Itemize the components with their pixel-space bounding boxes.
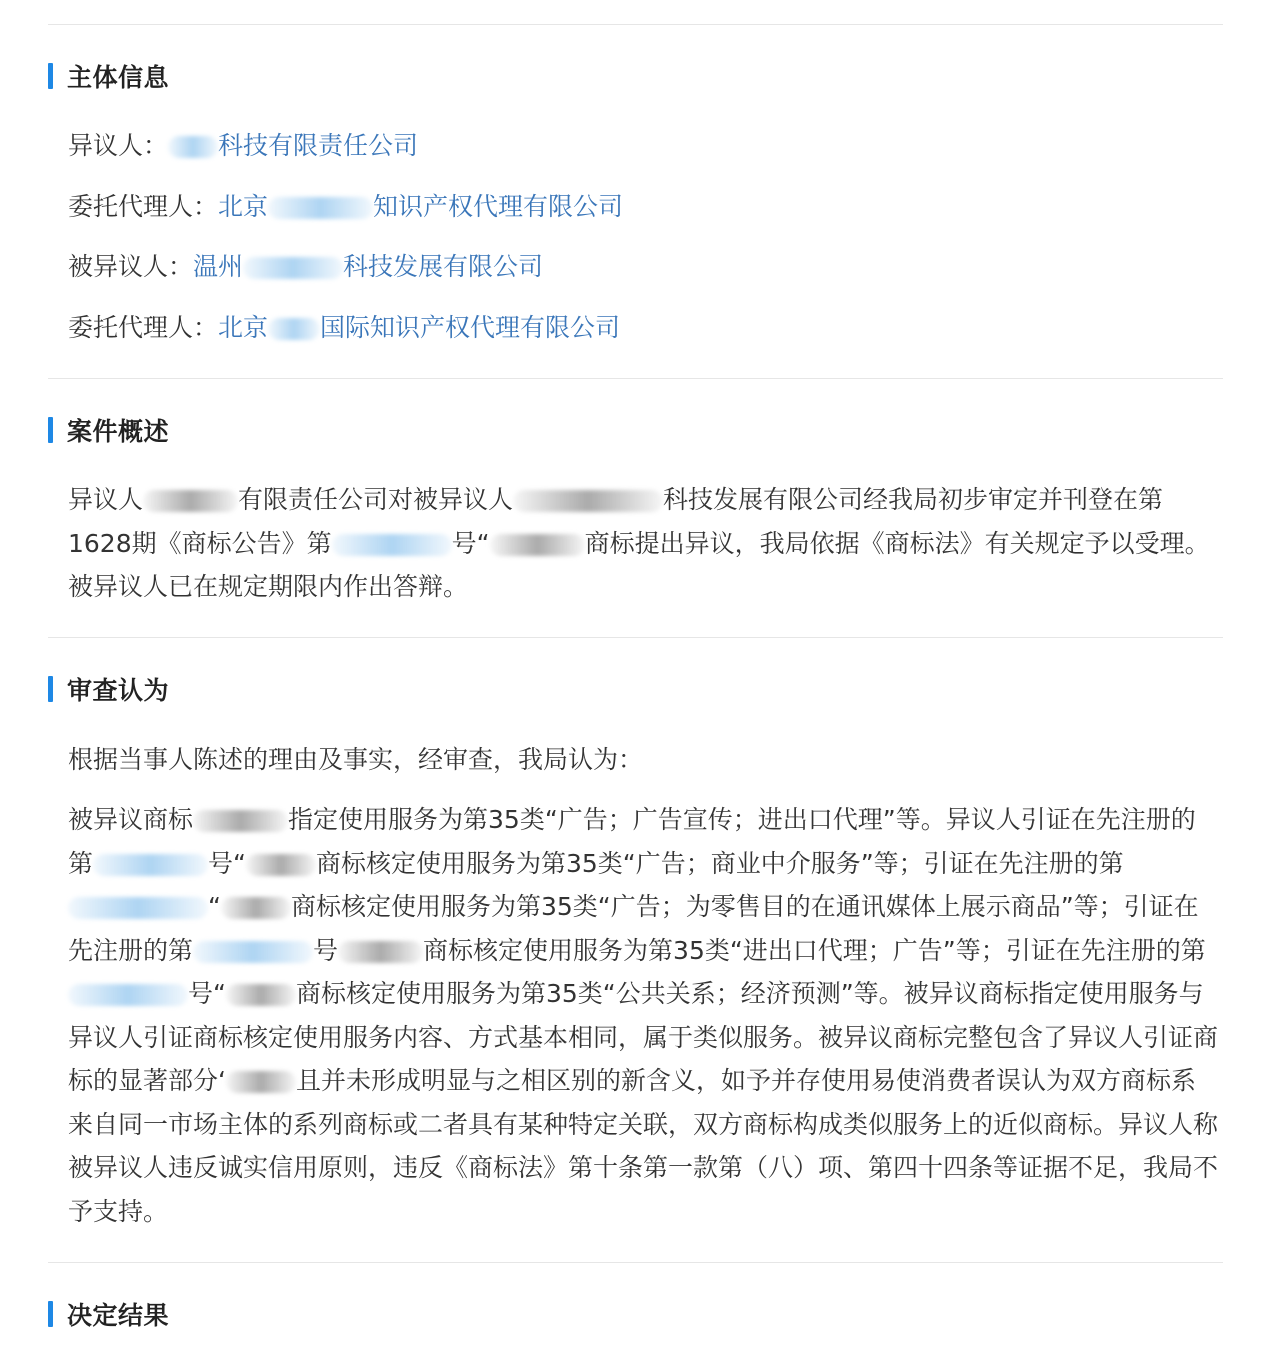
redacted-text (268, 318, 320, 340)
review-text: 商标核定使用服务为第35类“公共关系；经济预测”等。被异议商标指定使用服务与异议人引证商标核定使用服务内容、方式基本相同，属于类似服务。被异议商标完整包含了异议人引证商标的显著部分‘ (68, 979, 1219, 1095)
section-divider (48, 637, 1223, 638)
redacted-text (246, 854, 316, 876)
party-label: 委托代理人： (68, 313, 219, 342)
section-accent-bar (48, 676, 53, 702)
section-accent-bar (48, 1301, 53, 1327)
review-text: 商标核定使用服务为第35类“进出口代理；广告”等；引证在先注册的第 (423, 935, 1206, 965)
summary-text: 商标提出异议，我局依据《商标法》有关规定予以受理。被异议人已在规定期限内作出答辩。 (68, 528, 1210, 601)
party-link-respondent[interactable]: 科技发展有限公司 (343, 252, 544, 281)
party-link-opponent-agent-prefix[interactable]: 北京 (218, 192, 269, 221)
redacted-text (268, 197, 373, 219)
section-accent-bar (48, 63, 53, 89)
review-text: 号“ (188, 979, 226, 1008)
review-text: “ (208, 892, 221, 921)
redacted-text (193, 941, 313, 963)
redacted-text (226, 1071, 296, 1093)
party-row-respondent (68, 250, 543, 284)
redacted-text (221, 897, 291, 919)
section-title-text: 审查认为 (67, 676, 170, 705)
party-row-opponent-agent (68, 190, 623, 224)
review-intro: 根据当事人陈述的理由及事实，经审查，我局认为： (68, 745, 644, 774)
redacted-text (513, 490, 663, 512)
redacted-text (68, 984, 188, 1006)
summary-text: 科技发展有限公司经我局初步审定并刊登在第1628期《商标公告》第 (68, 485, 1164, 558)
redacted-text (93, 854, 208, 876)
redacted-text (338, 941, 423, 963)
section-title-review (48, 675, 169, 703)
redacted-text (143, 490, 238, 512)
redacted-text (243, 257, 343, 279)
review-text: 且并未形成明显与之相区别的新含义，如予并存使用易使消费者误认为双方商标系来自同一市场主体的系列商标或二者具有某种特定关联，双方商标构成类似服务上的近似商标。异议人称被异议人违反诚实信用原则，违反《商标法》第十条第一款第（八）项、第四十四条等证据不足，我局不予支持。 (68, 1066, 1219, 1226)
party-label: 委托代理人： (68, 192, 219, 221)
section-title-text: 案件概述 (67, 417, 170, 446)
party-row-opponent (68, 129, 418, 163)
review-text: 商标核定使用服务为第35类“广告；为零售目的在通讯媒体上展示商品”等；引证在先注册的第 (68, 892, 1199, 965)
review-paragraph (68, 798, 1218, 1233)
party-label: 被异议人： (68, 252, 194, 281)
party-link-respondent-agent-prefix[interactable]: 北京 (218, 313, 269, 342)
party-link-respondent-prefix[interactable]: 温州 (193, 252, 244, 281)
party-link-opponent[interactable]: 科技有限责任公司 (218, 131, 419, 160)
review-text: 指定使用服务为第35类“广告；广告宣传；进出口代理”等。异议人引证在先注册的第 (68, 805, 1196, 878)
redacted-text (332, 534, 452, 556)
party-link-respondent-agent[interactable]: 国际知识产权代理有限公司 (320, 313, 621, 342)
summary-text: 号“ (451, 528, 490, 558)
review-text: 被异议商标 (68, 805, 194, 834)
section-title-summary (48, 416, 169, 444)
section-title-result (48, 1300, 169, 1328)
section-title-text: 主体信息 (67, 63, 170, 92)
redacted-text (68, 897, 208, 919)
summary-paragraph (68, 478, 1218, 609)
redacted-text (490, 534, 585, 556)
party-label: 异议人： (68, 131, 169, 160)
redacted-text (193, 810, 288, 832)
review-text: 号“ (208, 848, 246, 878)
redacted-text (168, 136, 218, 158)
section-divider (48, 1262, 1223, 1263)
review-text: 号 (313, 935, 339, 965)
party-link-opponent-agent[interactable]: 知识产权代理有限公司 (373, 192, 624, 221)
summary-text: 有限责任公司对被异议人 (238, 485, 514, 514)
summary-text: 异议人 (68, 485, 144, 514)
section-accent-bar (48, 417, 53, 443)
party-row-respondent-agent (68, 311, 620, 345)
redacted-text (226, 984, 296, 1006)
review-text: 商标核定使用服务为第35类“广告；商业中介服务”等；引证在先注册的第 (315, 848, 1124, 878)
section-title-parties (48, 62, 169, 90)
section-title-text: 决定结果 (67, 1301, 170, 1330)
top-divider (48, 24, 1223, 25)
section-divider (48, 378, 1223, 379)
